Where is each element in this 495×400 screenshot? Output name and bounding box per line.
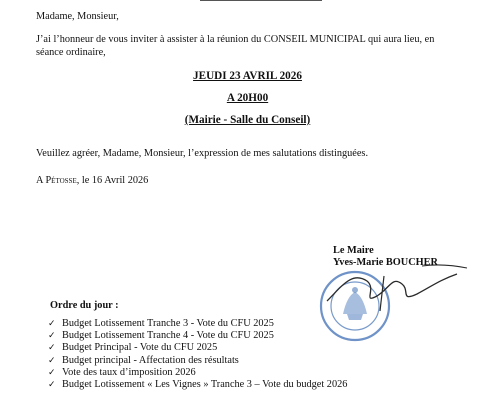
check-icon: ✓ — [48, 319, 56, 329]
meeting-place: (Mairie - Salle du Conseil) — [184, 114, 311, 126]
intro-line-2: séance ordinaire, — [36, 47, 106, 58]
town-name: Pétosse — [45, 175, 77, 186]
agenda-item-label: Budget Lotissement Tranche 3 - Vote du CFU 2025 — [62, 318, 274, 329]
top-divider — [200, 0, 322, 1]
closing-formula: Veuillez agréer, Madame, Monsieur, l’expression de mes salutations distinguées. — [36, 148, 369, 159]
agenda-item — [48, 355, 347, 367]
meeting-time: A 20H00 — [226, 92, 269, 104]
check-icon: ✓ — [48, 355, 56, 366]
meeting-date: JEUDI 23 AVRIL 2026 — [193, 70, 302, 82]
agenda-item — [48, 367, 347, 379]
agenda-item — [48, 330, 347, 342]
intro-line-1: J’ai l’honneur de vous inviter à assister à la réunion du CONSEIL MUNICIPAL qui aura lieu, en — [36, 34, 435, 45]
agenda-item-label: Vote des taux d’imposition 2026 — [62, 366, 196, 378]
salutation: Madame, Monsieur, — [36, 11, 119, 22]
agenda-item-label: Budget Lotissement Tranche 4 - Vote du CFU 2025 — [62, 330, 274, 342]
agenda-item-label: Budget principal - Affectation des résultats — [62, 354, 239, 366]
agenda-heading: Ordre du jour : — [50, 300, 119, 311]
check-icon: ✓ — [48, 367, 56, 378]
place-prefix: A — [36, 175, 46, 186]
agenda-item — [48, 318, 347, 330]
signatory-title: Le Maire — [333, 245, 374, 256]
agenda-item-label: Budget Lotissement « Les Vignes » Tranche 3 – Vote du budget 2026 — [62, 378, 348, 390]
place-date-line — [36, 175, 148, 188]
check-icon: ✓ — [48, 331, 56, 342]
agenda-item — [48, 342, 347, 354]
signatory-name: Yves-Marie BOUCHER — [333, 257, 438, 268]
agenda-item — [48, 379, 347, 391]
letter-date: , le 16 Avril 2026 — [76, 175, 149, 186]
check-icon: ✓ — [48, 343, 56, 354]
agenda-item-label: Budget Principal - Vote du CFU 2025 — [62, 342, 218, 354]
check-icon: ✓ — [48, 379, 56, 390]
agenda-list — [48, 318, 347, 391]
